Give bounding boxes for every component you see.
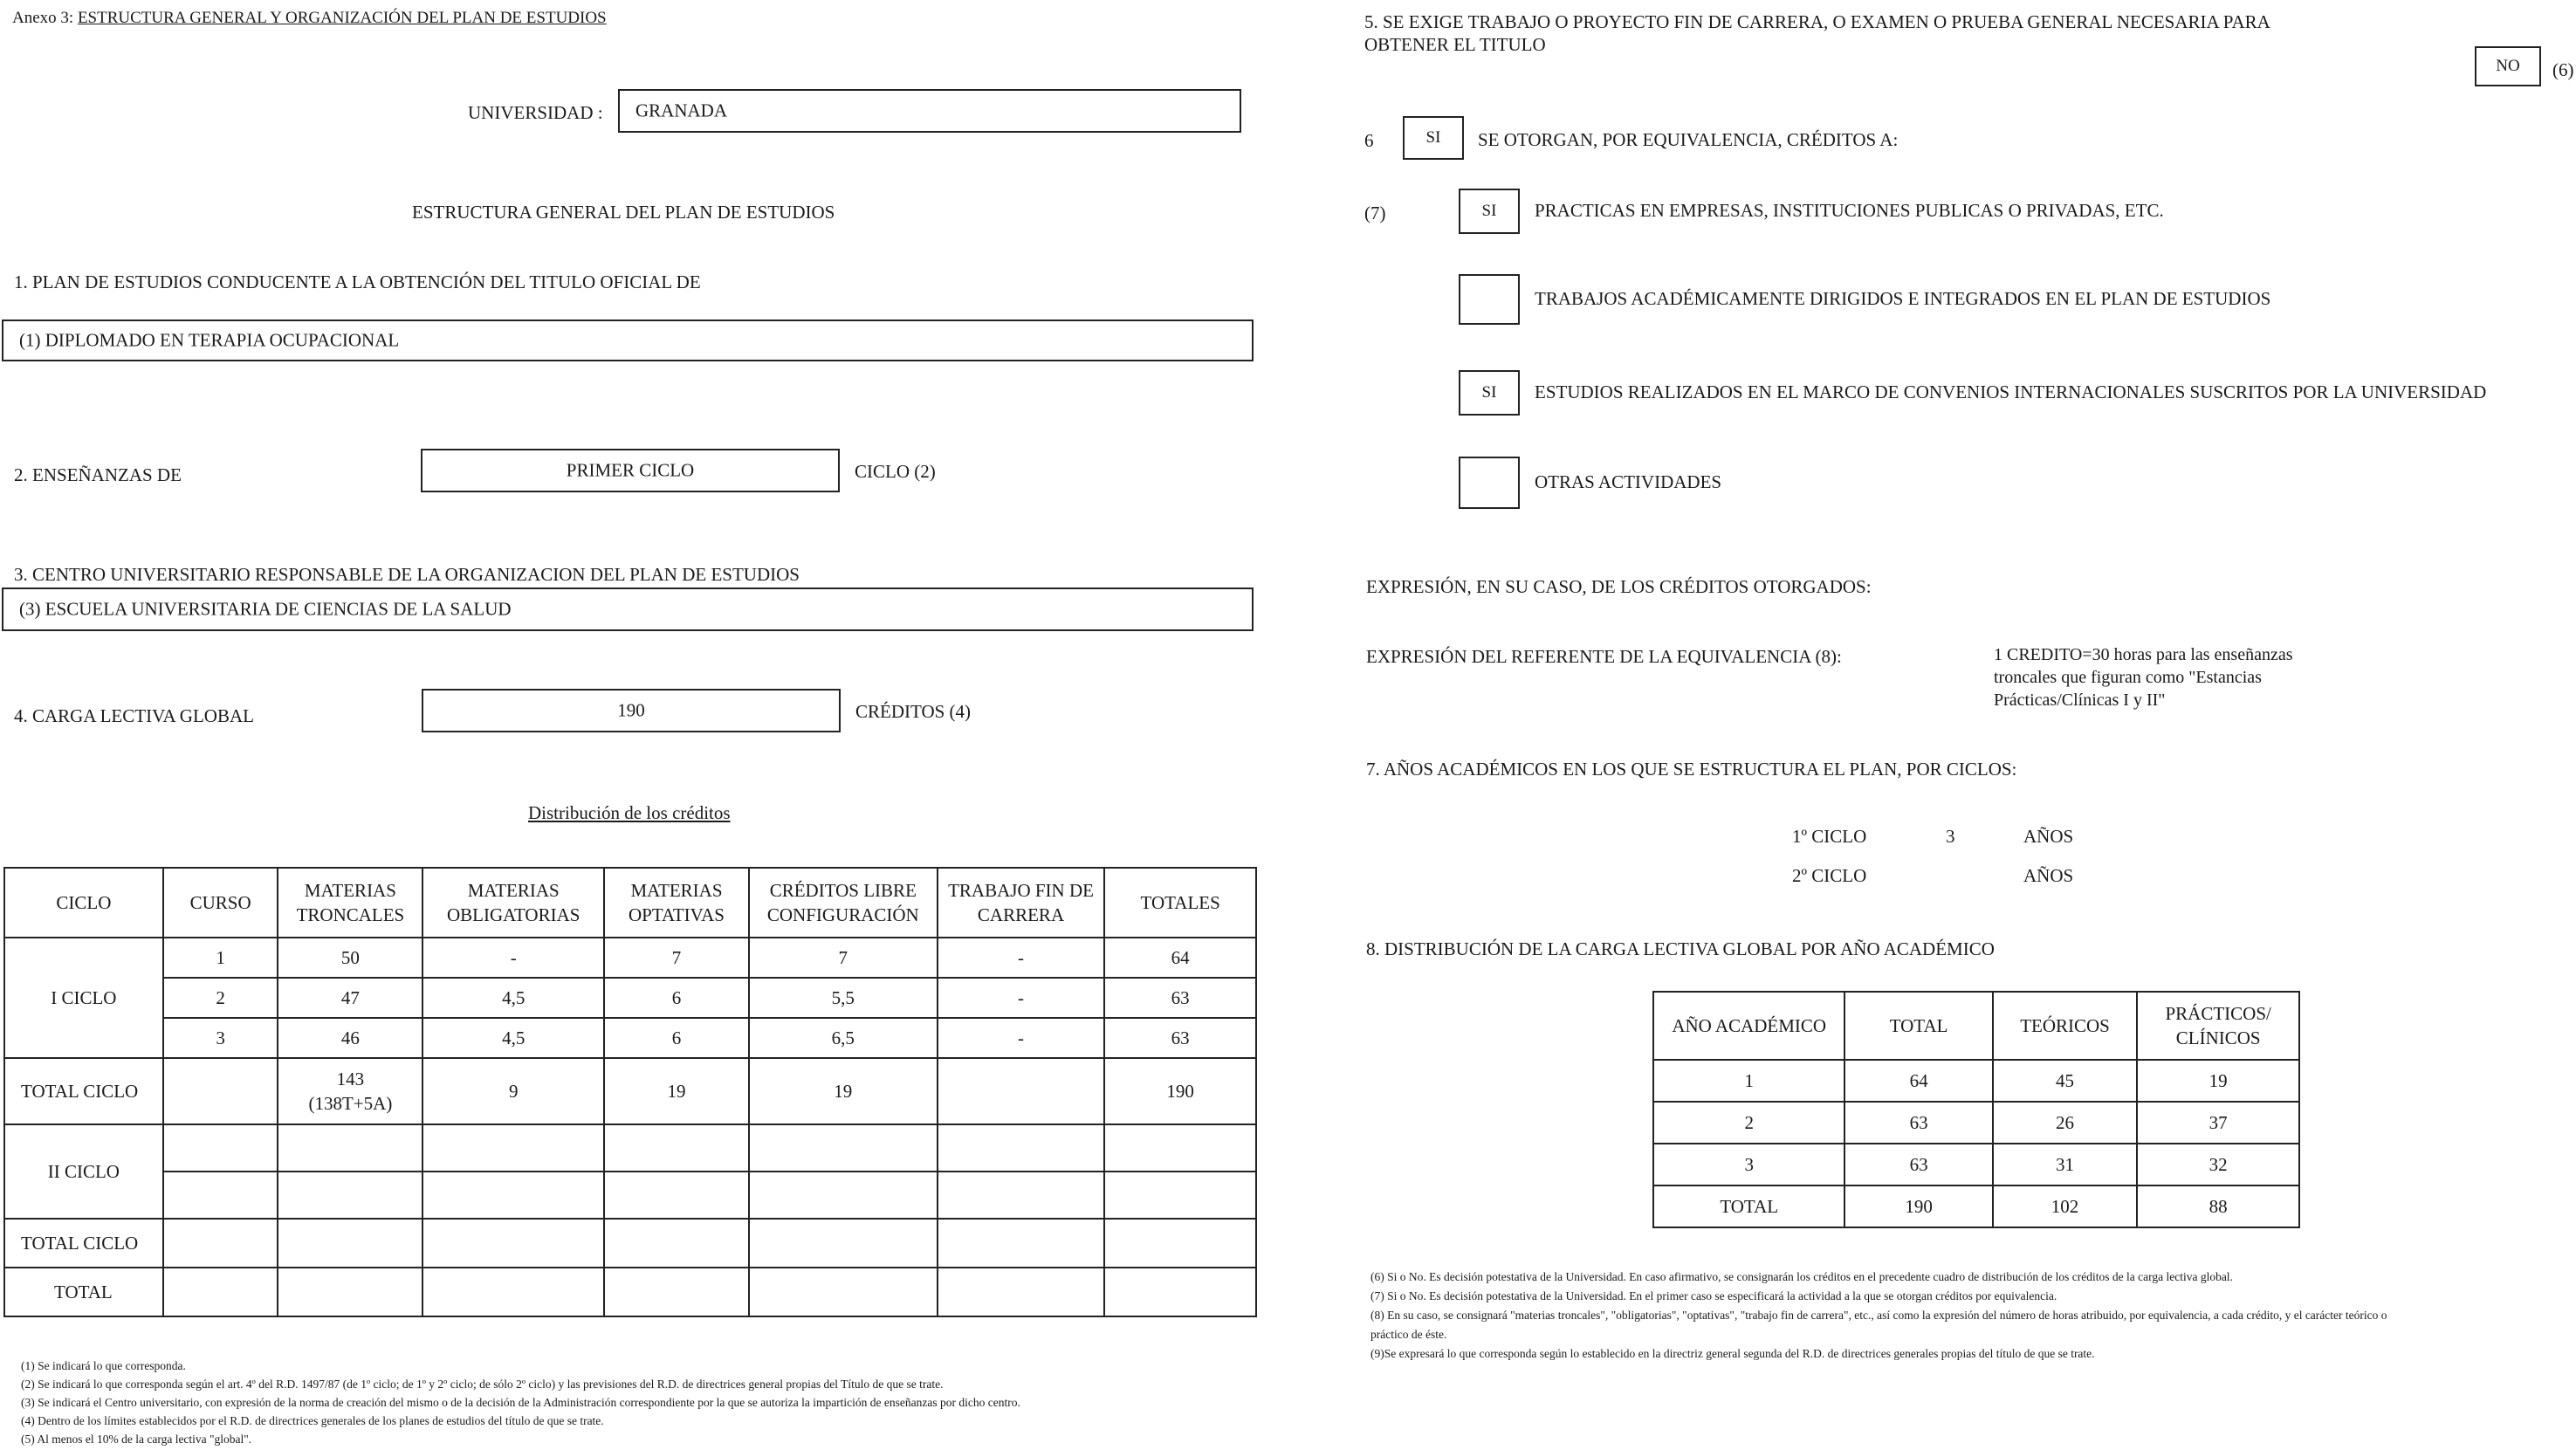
table-cell: 88 bbox=[2137, 1185, 2299, 1227]
annex-prefix: Anexo 3: bbox=[12, 9, 74, 27]
col-header: CICLO bbox=[4, 868, 163, 938]
table-cell bbox=[278, 1172, 422, 1219]
col-header-line: CLÍNICOS bbox=[2175, 1027, 2261, 1048]
table-cell: 63 bbox=[1844, 1144, 1992, 1185]
table-cell bbox=[604, 1219, 749, 1268]
col-header-line: PRÁCTICOS/ bbox=[2165, 1002, 2271, 1024]
table-cell: 7 bbox=[604, 938, 749, 978]
table-cell: 4,5 bbox=[422, 978, 604, 1018]
table-cell: - bbox=[938, 978, 1105, 1018]
titulo-value: (1) DIPLOMADO EN TERAPIA OCUPACIONAL bbox=[19, 329, 400, 351]
table-cell bbox=[749, 1268, 938, 1316]
table-cell bbox=[1104, 1268, 1256, 1316]
item7-label: 7. AÑOS ACADÉMICOS EN LOS QUE SE ESTRUCTURA EL PLAN, POR CICLOS: bbox=[1366, 759, 2017, 780]
item7-num: (7) bbox=[1364, 203, 1386, 223]
titulo-field bbox=[2, 320, 1254, 361]
col-header: TOTALES bbox=[1104, 868, 1256, 938]
table-cell: 19 bbox=[2137, 1060, 2299, 1102]
item3-label: 3. CENTRO UNIVERSITARIO RESPONSABLE DE LA ORGANIZACION DEL PLAN DE ESTUDIOS bbox=[14, 564, 800, 585]
total-troncales-detail: (138T+5A) bbox=[308, 1093, 393, 1114]
table-cell: 45 bbox=[1993, 1060, 2138, 1102]
item6-num: 6 bbox=[1364, 130, 1374, 151]
table-cell: 64 bbox=[1844, 1060, 1992, 1102]
referente-line1: 1 CREDITO=30 horas para las enseñanzas bbox=[1994, 645, 2293, 664]
option-label-otras: OTRAS ACTIVIDADES bbox=[1535, 471, 1722, 492]
table-cell bbox=[278, 1219, 422, 1268]
table-cell bbox=[422, 1172, 604, 1219]
table-cell: 47 bbox=[278, 978, 422, 1018]
carga-value: 190 bbox=[617, 699, 645, 721]
table-cell bbox=[163, 1124, 278, 1172]
table-cell bbox=[422, 1219, 604, 1268]
footnote: práctico de éste. bbox=[1370, 1328, 1447, 1341]
table-cell bbox=[938, 1124, 1105, 1172]
table-cell bbox=[604, 1268, 749, 1316]
footnote: (2) Se indicará lo que corresponda según el art. 4º del R.D. 1497/87 (de 1º ciclo; de 1º y 2º ciclo; de sólo 2º ciclo) y las previsiones del R.D. de directrices general propias del Título de que se trate. bbox=[21, 1378, 944, 1391]
year-distribution-table bbox=[1652, 991, 2300, 1228]
year-header-row bbox=[1653, 992, 2299, 1060]
total-ciclo-row bbox=[4, 1058, 1256, 1124]
table-cell: 1 bbox=[163, 938, 278, 978]
table-cell: 19 bbox=[749, 1058, 938, 1124]
total-row bbox=[4, 1268, 1256, 1316]
table-cell: TOTAL bbox=[1653, 1185, 1844, 1227]
option-label-estudios: ESTUDIOS REALIZADOS EN EL MARCO DE CONVENIOS INTERNACIONALES SUSCRITOS POR LA UNIVERSIDAD bbox=[1535, 381, 2487, 402]
table-cell bbox=[163, 1219, 278, 1268]
table-cell: 3 bbox=[1653, 1144, 1844, 1185]
table-cell bbox=[163, 1268, 278, 1316]
table-cell bbox=[938, 1268, 1105, 1316]
ciclo1-cell: I CICLO bbox=[4, 938, 163, 1058]
referente-label: EXPRESIÓN DEL REFERENTE DE LA EQUIVALENCIA (8): bbox=[1366, 646, 1842, 667]
table-cell bbox=[938, 1172, 1105, 1219]
table-cell bbox=[278, 1268, 422, 1316]
table-cell: 190 bbox=[1844, 1185, 1992, 1227]
total-label: TOTAL bbox=[4, 1268, 163, 1316]
ensenanzas-field bbox=[421, 449, 840, 492]
option-box-otras bbox=[1459, 457, 1520, 509]
table-cell: 6,5 bbox=[749, 1018, 938, 1058]
table-cell: 190 bbox=[1104, 1058, 1256, 1124]
total-ciclo2-label: TOTAL CICLO bbox=[4, 1219, 163, 1268]
centro-field bbox=[2, 588, 1254, 631]
footnote: (8) En su caso, se consignará "materias troncales", "obligatorias", "optativas", "trabajo fin de carrera", etc., así como la expresión del número de horas atribuido, por equivalencia, a cada crédito, y el carácter teórico o bbox=[1370, 1309, 2387, 1322]
footnote: (7) Si o No. Es decisión potestativa de la Universidad. En el primer caso se especificará la actividad a la que se otorgan créditos por equivalencia. bbox=[1370, 1289, 2057, 1302]
item8-label: 8. DISTRIBUCIÓN DE LA CARGA LECTIVA GLOBAL POR AÑO ACADÉMICO bbox=[1366, 938, 1995, 959]
table-row bbox=[1653, 1060, 2299, 1102]
footnote: (9)Se expresará lo que corresponda según lo establecido en la directriz general segunda del R.D. de directrices generales propias del título de que se trate. bbox=[1370, 1347, 2095, 1360]
col-header: MATERIAS TRONCALES bbox=[278, 868, 422, 938]
col-header bbox=[2137, 992, 2299, 1060]
table-cell bbox=[1104, 1124, 1256, 1172]
table-cell: 4,5 bbox=[422, 1018, 604, 1058]
item1-label: 1. PLAN DE ESTUDIOS CONDUCENTE A LA OBTENCIÓN DEL TITULO OFICIAL DE bbox=[14, 271, 701, 292]
col-header: MATERIAS OPTATIVAS bbox=[604, 868, 749, 938]
item4-suffix: CRÉDITOS (4) bbox=[855, 701, 972, 722]
universidad-label: UNIVERSIDAD : bbox=[468, 102, 603, 123]
credits-table bbox=[3, 867, 1257, 1317]
table-cell: 19 bbox=[604, 1058, 749, 1124]
table-row bbox=[1653, 1144, 2299, 1185]
footnote: (5) Al menos el 10% de la carga lectiva "global". bbox=[21, 1433, 252, 1446]
table-cell bbox=[749, 1124, 938, 1172]
table-cell bbox=[163, 1058, 278, 1124]
table-cell bbox=[938, 1219, 1105, 1268]
table-row bbox=[4, 1018, 1256, 1058]
centro-value: (3) ESCUELA UNIVERSITARIA DE CIENCIAS DE LA SALUD bbox=[19, 598, 512, 620]
referente-line3: Prácticas/Clínicas I y II" bbox=[1994, 691, 2166, 710]
credits-header-row bbox=[4, 868, 1256, 938]
table-row bbox=[4, 1172, 1256, 1219]
expresion-label: EXPRESIÓN, EN SU CASO, DE LOS CRÉDITOS OTORGADOS: bbox=[1366, 576, 1872, 597]
option-box-practicas: SI bbox=[1459, 189, 1520, 234]
dist-title: Distribución de los créditos bbox=[528, 802, 731, 823]
annex-header bbox=[12, 9, 607, 28]
table-cell: 3 bbox=[163, 1018, 278, 1058]
ciclo2-unit: AÑOS bbox=[2023, 865, 2074, 886]
footnote: (3) Se indicará el Centro universitario, con expresión de la norma de creación del mismo o de la decisión de la Administración correspondiente por la que se autoriza la impartición de enseñanzas por dicho centro. bbox=[21, 1396, 1020, 1409]
total-ciclo2-row bbox=[4, 1219, 1256, 1268]
total-ciclo-label: TOTAL CICLO bbox=[4, 1058, 163, 1124]
table-cell: 37 bbox=[2137, 1102, 2299, 1144]
col-header: CURSO bbox=[163, 868, 278, 938]
table-row bbox=[1653, 1102, 2299, 1144]
item2-suffix: CICLO (2) bbox=[855, 461, 936, 482]
col-header: TRABAJO FIN DE CARRERA bbox=[938, 868, 1105, 938]
table-cell bbox=[749, 1219, 938, 1268]
item5-note: (6) bbox=[2552, 59, 2574, 80]
total-troncales: 143 bbox=[336, 1068, 365, 1089]
col-header: MATERIAS OBLIGATORIAS bbox=[422, 868, 604, 938]
ciclo1-label: 1º CICLO bbox=[1792, 826, 1867, 847]
ciclo2-label: 2º CICLO bbox=[1792, 865, 1867, 886]
table-cell bbox=[163, 1172, 278, 1219]
table-cell bbox=[749, 1172, 938, 1219]
table-cell bbox=[604, 1124, 749, 1172]
table-cell: 63 bbox=[1844, 1102, 1992, 1144]
table-cell: - bbox=[938, 1018, 1105, 1058]
col-header: CRÉDITOS LIBRE CONFIGURACIÓN bbox=[749, 868, 938, 938]
table-cell: - bbox=[938, 938, 1105, 978]
item6-box: SI bbox=[1403, 116, 1464, 160]
footnote: (1) Se indicará lo que corresponda. bbox=[21, 1359, 186, 1372]
ensenanzas-value: PRIMER CICLO bbox=[566, 459, 695, 481]
table-cell: 6 bbox=[604, 1018, 749, 1058]
item4-label: 4. CARGA LECTIVA GLOBAL bbox=[14, 705, 254, 726]
universidad-value: GRANADA bbox=[635, 100, 727, 121]
table-cell: 26 bbox=[1993, 1102, 2138, 1144]
table-cell: 50 bbox=[278, 938, 422, 978]
item6-label: SE OTORGAN, POR EQUIVALENCIA, CRÉDITOS A: bbox=[1478, 129, 1899, 150]
table-cell bbox=[278, 1058, 422, 1124]
table-cell: 102 bbox=[1993, 1185, 2138, 1227]
table-cell: 32 bbox=[2137, 1144, 2299, 1185]
table-row bbox=[4, 938, 1256, 978]
table-cell bbox=[1104, 1219, 1256, 1268]
table-row bbox=[1653, 1185, 2299, 1227]
table-row bbox=[4, 1124, 1256, 1172]
table-cell bbox=[938, 1058, 1105, 1124]
table-cell: 1 bbox=[1653, 1060, 1844, 1102]
referente-line2: troncales que figuran como "Estancias bbox=[1994, 668, 2262, 687]
option-box-trabajos bbox=[1459, 274, 1520, 325]
table-cell bbox=[604, 1172, 749, 1219]
ciclo1-value: 3 bbox=[1946, 826, 1955, 847]
col-header: TEÓRICOS bbox=[1993, 992, 2138, 1060]
table-cell: 63 bbox=[1104, 978, 1256, 1018]
option-label-practicas: PRACTICAS EN EMPRESAS, INSTITUCIONES PUBLICAS O PRIVADAS, ETC. bbox=[1535, 200, 2164, 221]
table-cell bbox=[1104, 1172, 1256, 1219]
table-cell: 5,5 bbox=[749, 978, 938, 1018]
table-cell: - bbox=[422, 938, 604, 978]
table-cell: 9 bbox=[422, 1058, 604, 1124]
section-title: ESTRUCTURA GENERAL DEL PLAN DE ESTUDIOS bbox=[412, 202, 835, 223]
carga-field bbox=[422, 689, 841, 732]
col-header: AÑO ACADÉMICO bbox=[1653, 992, 1844, 1060]
table-cell: 6 bbox=[604, 978, 749, 1018]
option-label-trabajos: TRABAJOS ACADÉMICAMENTE DIRIGIDOS E INTEGRADOS EN EL PLAN DE ESTUDIOS bbox=[1535, 288, 2271, 309]
table-cell: 7 bbox=[749, 938, 938, 978]
option-box-estudios: SI bbox=[1459, 370, 1520, 416]
universidad-field bbox=[618, 89, 1241, 133]
ciclo2-cell: II CICLO bbox=[4, 1124, 163, 1219]
table-cell: 64 bbox=[1104, 938, 1256, 978]
ciclo1-unit: AÑOS bbox=[2023, 826, 2074, 847]
table-cell bbox=[422, 1268, 604, 1316]
table-cell: 31 bbox=[1993, 1144, 2138, 1185]
table-cell: 2 bbox=[163, 978, 278, 1018]
col-header: TOTAL bbox=[1844, 992, 1992, 1060]
item5-line2: OBTENER EL TITULO bbox=[1364, 34, 1546, 55]
footnote: (4) Dentro de los límites establecidos por el R.D. de directrices generales de los planes de estudios del título de que se trate. bbox=[21, 1414, 604, 1427]
table-cell bbox=[278, 1124, 422, 1172]
table-cell: 2 bbox=[1653, 1102, 1844, 1144]
footnote: (6) Si o No. Es decisión potestativa de la Universidad. En caso afirmativo, se consignarán los créditos en el precedente cuadro de distribución de los créditos de la carga lectiva global. bbox=[1370, 1270, 2233, 1283]
item2-label: 2. ENSEÑANZAS DE bbox=[14, 464, 182, 485]
table-cell: 63 bbox=[1104, 1018, 1256, 1058]
item5-line1: 5. SE EXIGE TRABAJO O PROYECTO FIN DE CARRERA, O EXAMEN O PRUEBA GENERAL NECESARIA PARA bbox=[1364, 11, 2270, 32]
table-cell bbox=[422, 1124, 604, 1172]
table-cell: 46 bbox=[278, 1018, 422, 1058]
item5-box: NO bbox=[2475, 46, 2541, 86]
table-row bbox=[4, 978, 1256, 1018]
annex-title: ESTRUCTURA GENERAL Y ORGANIZACIÓN DEL PLAN DE ESTUDIOS bbox=[77, 9, 607, 27]
